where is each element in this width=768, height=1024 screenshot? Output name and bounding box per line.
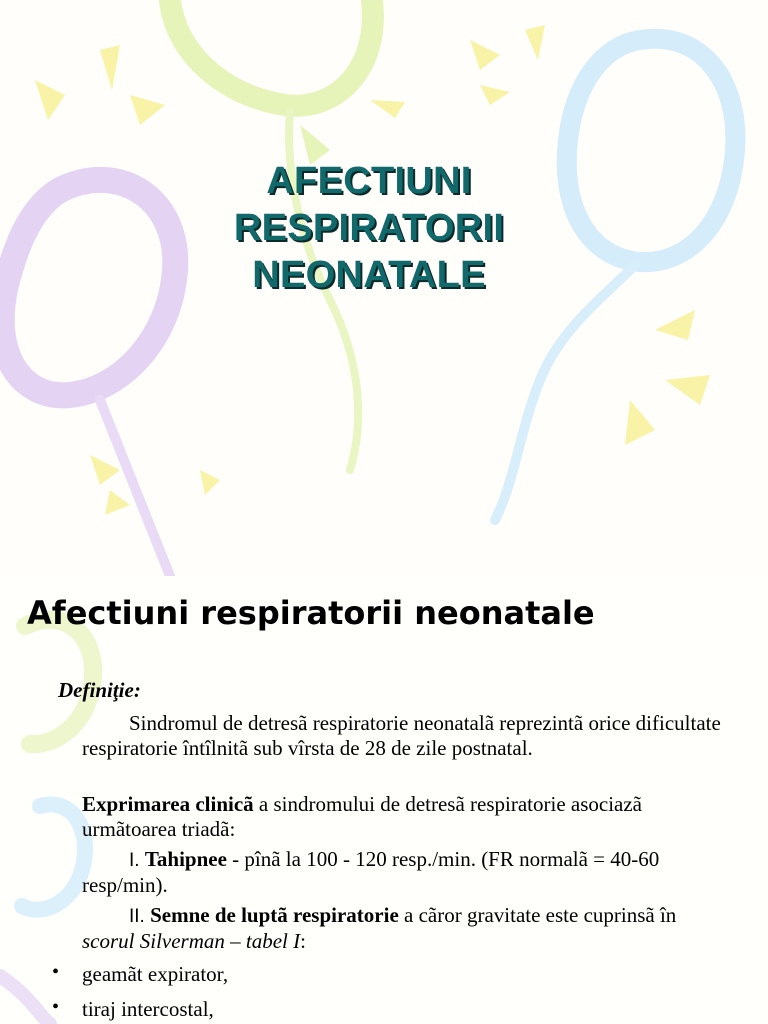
clinical-paragraph	[82, 792, 722, 842]
triad-item-2	[82, 903, 722, 954]
item-numeral: I.	[129, 850, 140, 871]
blue-balloon-decoration	[22, 804, 85, 909]
purple-balloon-decoration	[0, 976, 50, 1024]
list-item-text: tiraj intercostal,	[82, 997, 214, 1021]
bullet-icon: •	[52, 996, 60, 1018]
clinical-text: a sindromului de detresã respiratorie asociazã urmãtoarea triadã:	[82, 792, 643, 841]
item-bold: Tahipnee	[144, 847, 227, 871]
definition-paragraph: Sindromul de detresã respiratorie neonatalã reprezintã orice dificultate respiratorie întîlnitã sub vîrsta de 28 de zile postnatal.	[82, 711, 721, 760]
item-bold: Semne de luptã respiratorie	[150, 903, 399, 927]
list-item	[52, 996, 214, 1022]
item-end: :	[300, 929, 306, 953]
bullet-icon: •	[52, 961, 60, 983]
item-numeral: II.	[129, 906, 145, 927]
list-item-text: geamãt expirator,	[82, 962, 229, 986]
item-italic: scorul Silverman – tabel I	[82, 929, 301, 953]
definition-label: Definiţie:	[58, 678, 141, 702]
title-line: RESPIRATORII	[233, 207, 505, 249]
presentation-title	[0, 158, 738, 299]
item-text: a cãror gravitate este cuprinsã în	[398, 903, 677, 927]
slide-heading: Afectiuni respiratorii neonatale	[27, 594, 595, 632]
title-line: NEONATALE	[252, 254, 486, 296]
content-slide	[0, 576, 768, 1024]
title-line: AFECTIUNI	[266, 160, 472, 202]
item-text: - pînã la 100 - 120 resp./min. (FR normalã = 40-60 resp/min).	[82, 847, 660, 897]
list-item	[52, 961, 229, 987]
triad-item-1	[82, 847, 722, 898]
clinical-bold: Exprimarea clinicã	[82, 792, 254, 816]
